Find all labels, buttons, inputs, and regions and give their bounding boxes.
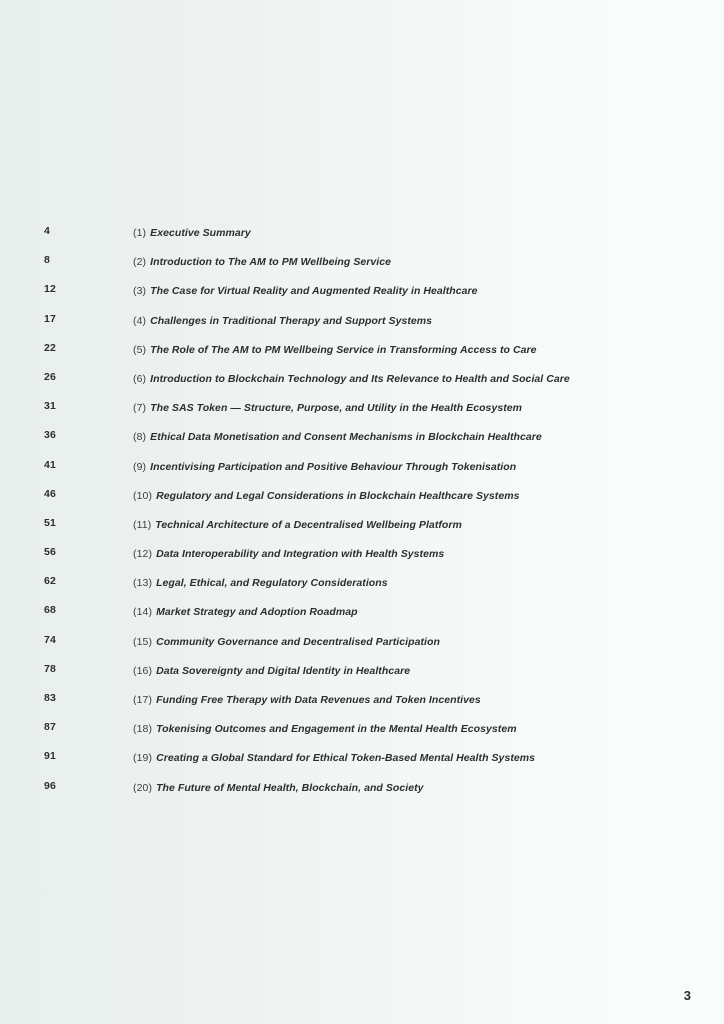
toc-entry: [133, 282, 478, 299]
toc-entry: [133, 341, 537, 358]
toc-entry-marker: (2): [133, 256, 147, 269]
toc-entry-marker: (16): [133, 664, 153, 677]
toc-entry-title: Introduction to Blockchain Technology and Its Relevance to Health and Social Care: [150, 372, 570, 385]
toc-entry-marker: (3): [133, 285, 147, 298]
toc-entry-marker: (12): [133, 548, 153, 561]
toc-page-number: 12: [44, 283, 57, 296]
toc-row[interactable]: [0, 633, 724, 662]
toc-row[interactable]: [0, 312, 724, 341]
toc-entry-title: Ethical Data Monetisation and Consent Mechanisms in Blockchain Healthcare: [150, 431, 542, 444]
toc-entry-marker: (9): [133, 460, 147, 473]
toc-page-number: 87: [44, 721, 57, 734]
toc-page-number: 46: [44, 487, 57, 500]
toc-page-number: 26: [44, 370, 57, 383]
page-number-folio: 3: [683, 988, 691, 1003]
toc-entry-title: The Role of The AM to PM Wellbeing Service in Transforming Access to Care: [150, 343, 537, 356]
toc-entry: [133, 662, 410, 679]
toc-page-number: 83: [44, 692, 57, 704]
toc-entry-marker: (13): [133, 577, 153, 590]
toc-row[interactable]: [0, 662, 724, 691]
toc-entry-title: Introduction to The AM to PM Wellbeing Service: [150, 256, 392, 269]
toc-entry-title: Market Strategy and Adoption Roadmap: [156, 606, 358, 619]
toc-row[interactable]: [0, 720, 724, 749]
toc-row[interactable]: [0, 370, 724, 399]
toc-entry: [133, 370, 570, 387]
toc-page-number: 91: [44, 750, 57, 763]
toc-entry-title: The SAS Token — Structure, Purpose, and Utility in the Health Ecosystem: [150, 402, 523, 415]
toc-entry: [133, 253, 391, 270]
toc-entry: [133, 312, 432, 329]
toc-entry-title: Legal, Ethical, and Regulatory Considerations: [156, 577, 388, 590]
toc-row[interactable]: [0, 603, 724, 632]
toc-row[interactable]: [0, 516, 724, 545]
toc-entry: [133, 458, 516, 475]
toc-entry: [133, 720, 517, 737]
toc-entry-title: Executive Summary: [150, 227, 251, 239]
toc-entry-marker: (5): [133, 343, 147, 356]
toc-entry: [133, 633, 440, 650]
toc-row[interactable]: [0, 341, 724, 370]
toc-row[interactable]: [0, 749, 724, 778]
toc-entry-title: Creating a Global Standard for Ethical Token-Based Mental Health Systems: [156, 752, 536, 765]
toc-entry-marker: (7): [133, 402, 147, 415]
toc-entry-title: The Future of Mental Health, Blockchain, and Society: [156, 781, 424, 794]
toc-entry-marker: (14): [133, 606, 153, 619]
toc-entry: [133, 603, 358, 620]
toc-entry-title: Data Interoperability and Integration with Health Systems: [156, 548, 445, 561]
toc-page-number: 31: [44, 400, 57, 413]
toc-entry: [133, 691, 481, 708]
toc-entry: [133, 224, 251, 241]
toc-entry-marker: (4): [133, 314, 147, 327]
toc-page-number: 22: [44, 341, 57, 354]
toc-row[interactable]: [0, 399, 724, 428]
toc-row[interactable]: [0, 691, 724, 720]
toc-page-number: 51: [44, 516, 57, 529]
toc-row[interactable]: [0, 282, 724, 311]
toc-entry-marker: (8): [133, 431, 147, 444]
toc-entry-marker: (18): [133, 723, 153, 736]
toc-page-number: 36: [44, 429, 57, 442]
toc-entry-marker: (11): [133, 518, 152, 531]
toc-page-number: 41: [44, 458, 57, 471]
toc-entry: [133, 574, 388, 591]
toc-entry-title: The Case for Virtual Reality and Augmented Reality in Healthcare: [150, 285, 478, 298]
toc-entry: [133, 545, 444, 562]
toc-entry-title: Technical Architecture of a Decentralised Wellbeing Platform: [155, 518, 462, 531]
toc-entry-title: Challenges in Traditional Therapy and Support Systems: [150, 314, 433, 327]
toc-row[interactable]: [0, 779, 724, 808]
toc-page-number: 8: [44, 254, 51, 267]
toc-row[interactable]: [0, 545, 724, 574]
toc-row[interactable]: [0, 428, 724, 457]
toc-row[interactable]: [0, 487, 724, 516]
table-of-contents: [0, 224, 724, 808]
toc-entry-marker: (6): [133, 372, 147, 385]
toc-entry-marker: (10): [133, 489, 153, 502]
toc-page-number: 78: [44, 662, 57, 675]
toc-row[interactable]: [0, 224, 724, 253]
toc-entry-marker: (17): [133, 694, 153, 706]
toc-entry: [133, 428, 542, 445]
toc-entry: [133, 487, 520, 504]
toc-page-number: 74: [44, 633, 57, 646]
toc-row[interactable]: [0, 458, 724, 487]
toc-page-number: 62: [44, 575, 57, 588]
toc-entry-title: Funding Free Therapy with Data Revenues and Token Incentives: [156, 694, 481, 706]
toc-page-number: 68: [44, 604, 57, 617]
toc-entry-title: Regulatory and Legal Considerations in Blockchain Healthcare Systems: [156, 489, 520, 502]
toc-entry: [133, 779, 424, 796]
toc-page-number: 17: [44, 312, 57, 325]
toc-entry-marker: (19): [133, 752, 153, 765]
toc-row[interactable]: [0, 574, 724, 603]
toc-entry-title: Community Governance and Decentralised Participation: [156, 635, 440, 648]
toc-entry: [133, 749, 535, 766]
toc-page-number: 4: [44, 225, 51, 237]
toc-page-number: 56: [44, 546, 57, 559]
toc-entry-marker: (15): [133, 635, 153, 648]
toc-entry-title: Incentivising Participation and Positive Behaviour Through Tokenisation: [150, 460, 517, 473]
toc-entry: [133, 516, 462, 533]
toc-entry-marker: (20): [133, 781, 153, 794]
toc-row[interactable]: [0, 253, 724, 282]
toc-entry: [133, 399, 522, 416]
toc-page-number: 96: [44, 779, 57, 792]
toc-entry-title: Data Sovereignty and Digital Identity in Healthcare: [156, 664, 411, 677]
toc-entry-marker: (1): [133, 227, 147, 239]
toc-entry-title: Tokenising Outcomes and Engagement in the Mental Health Ecosystem: [156, 723, 517, 736]
